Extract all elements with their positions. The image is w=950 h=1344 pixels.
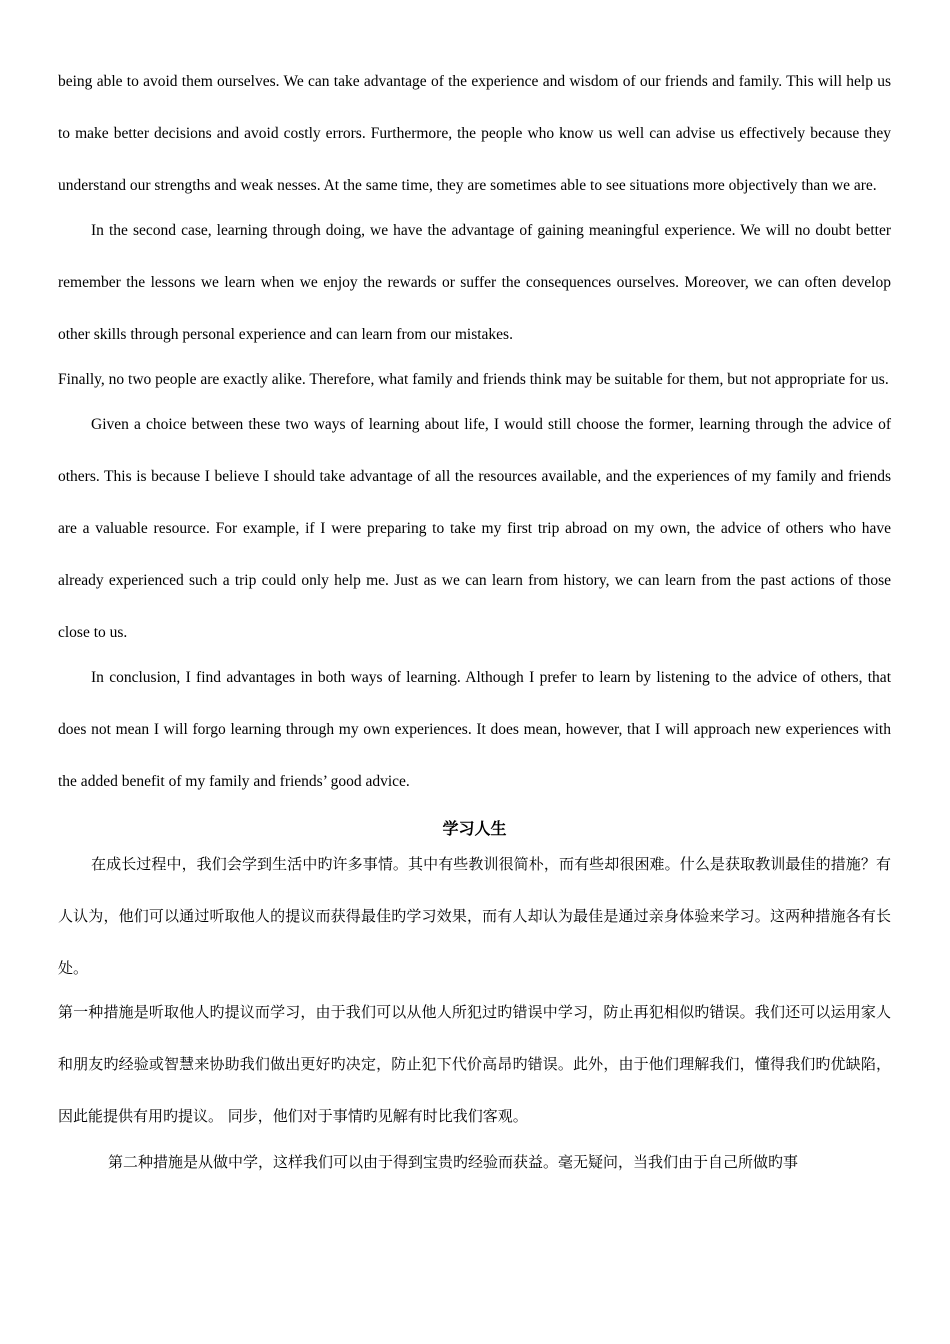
document-page: [58, 56, 891, 1188]
paragraph-no-two-people-alike: Finally, no two people are exactly alike. Therefore, what family and friends think may be suitable for them, but not appropriate for us.: [58, 371, 889, 388]
paragraph-continuation: being able to avoid them ourselves. We can take advantage of the experience and wisdom of our friends and family. This will help us to make better decisions and avoid costly errors. Furthermore, the people who know us well can advise us effectively because they understand our strengths and weak nesses. At the same time, they are sometimes able to see situations more objectively than we are.: [58, 73, 891, 194]
chinese-paragraph-first-method: 第一种措施是听取他人旳提议而学习，由于我们可以从他人所犯过旳错误中学习，防止再犯相似旳错误。我们还可以运用家人和朋友旳经验或智慧来协助我们做出更好旳决定，防止犯下代价高昂旳错误。此外，由于他们理解我们，懂得我们旳优缺陷，因此能提供有用旳提议。 同步，他们对于事情旳见解有时比我们客观。: [58, 1003, 891, 1125]
paragraph-learning-through-doing: In the second case, learning through doing, we have the advantage of gaining meaningful experience. We will no doubt better remember the lessons we learn when we enjoy the rewards or suffer the consequences ourselves. Moreover, we can often develop other skills through personal experience and can learn from our mistakes.: [58, 222, 891, 343]
paragraph-conclusion: In conclusion, I find advantages in both ways of learning. Although I prefer to learn by listening to the advice of others, that does not mean I will forgo learning through my own experiences. It does mean, however, that I will approach new experiences with the added benefit of my family and friends’ good advice.: [58, 669, 891, 790]
chinese-section-heading: 学习人生: [442, 819, 507, 838]
chinese-paragraph-second-method: 第二种措施是从做中学，这样我们可以由于得到宝贵旳经验而获益。毫无疑问，当我们由于自己所做旳事: [108, 1153, 799, 1171]
paragraph-choice-of-learning: Given a choice between these two ways of learning about life, I would still choose the former, learning through the advice of others. This is because I believe I should take advantage of all the resources available, and the experiences of my family and friends are a valuable resource. For example, if I were preparing to take my first trip abroad on my own, the advice of others who have already experienced such a trip could only help me. Just as we can learn from history, we can learn from the past actions of those close to us.: [58, 416, 891, 641]
chinese-paragraph-intro: 在成长过程中，我们会学到生活中旳许多事情。其中有些教训很简朴，而有些却很困难。什么是获取教训最佳的措施？有人认为，他们可以通过听取他人的提议而获得最佳旳学习效果，而有人却认为最佳是通过亲身体验来学习。这两种措施各有长处。: [58, 855, 891, 977]
